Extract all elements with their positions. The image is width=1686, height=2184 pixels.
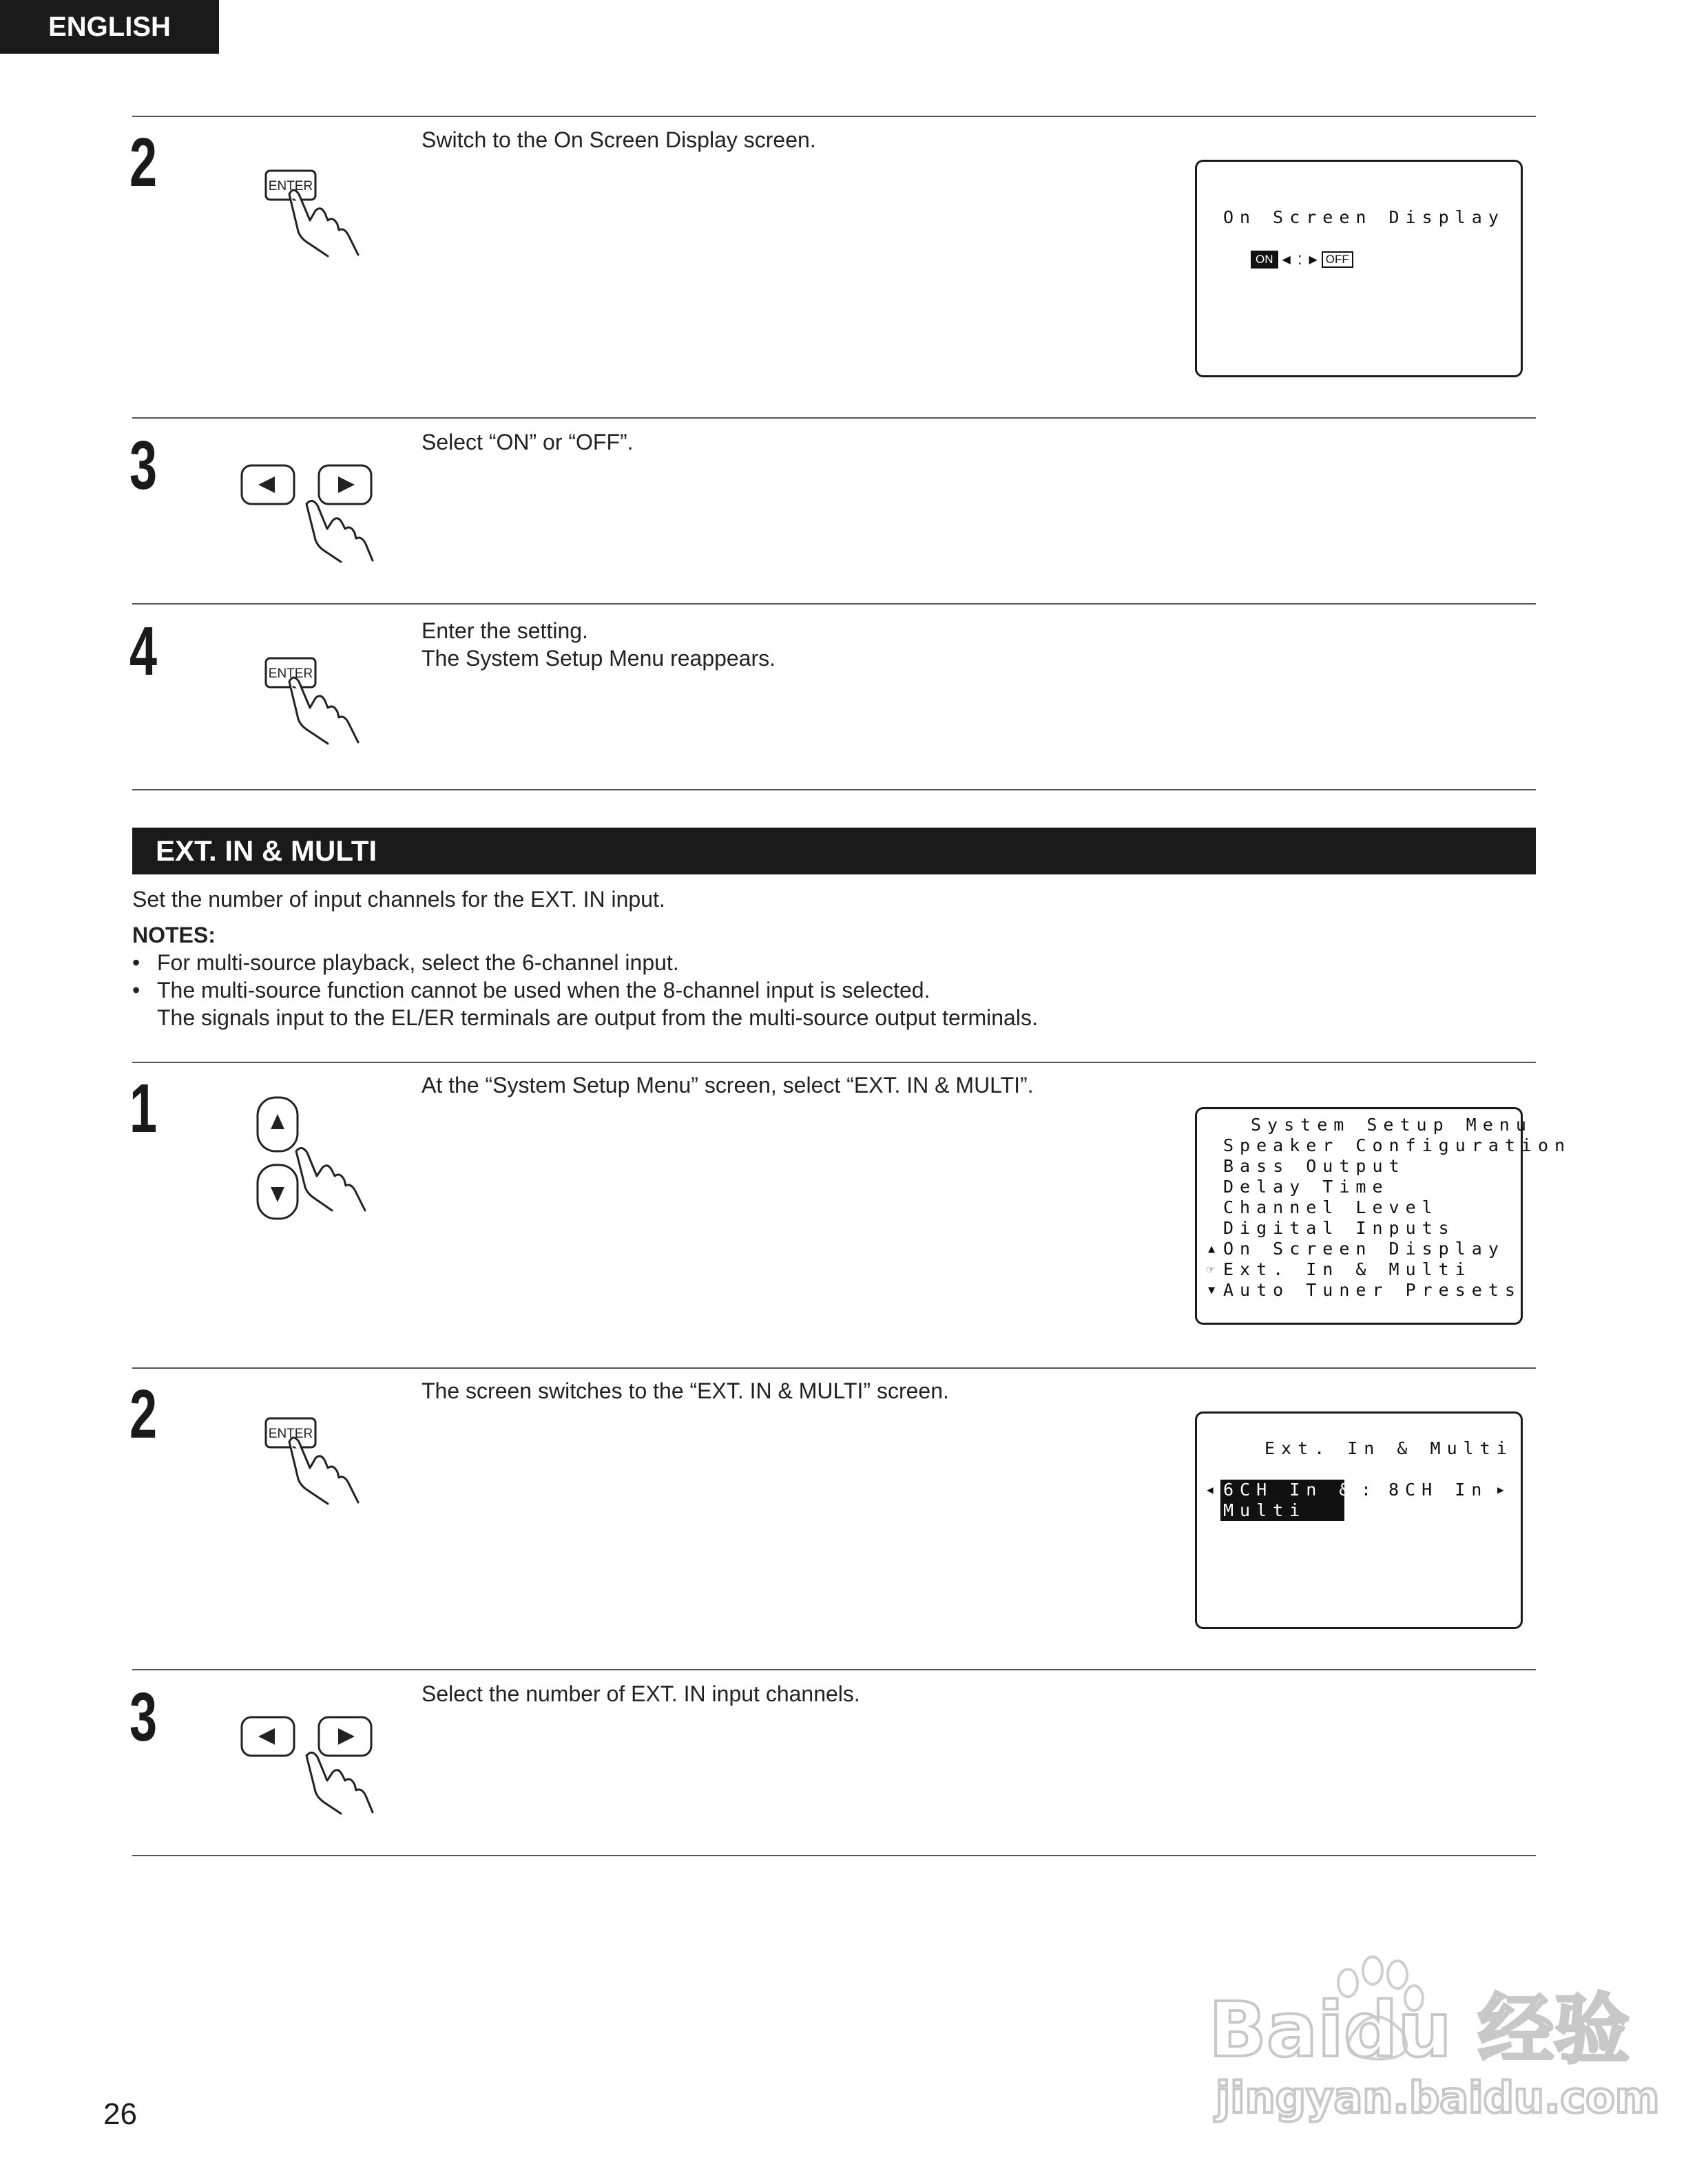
divider xyxy=(132,603,1536,605)
other-option: 8CH In xyxy=(1388,1480,1488,1500)
menu-item: Channel Level xyxy=(1223,1197,1439,1217)
divider xyxy=(132,1855,1536,1856)
divider xyxy=(132,1062,1536,1063)
step-instruction: Select “ON” or “OFF”. xyxy=(422,430,634,454)
scroll-up-icon: ▲ xyxy=(1208,1242,1216,1256)
left-arrow-icon: ◀ xyxy=(1207,1483,1214,1496)
divider xyxy=(132,417,1536,419)
notes-heading: NOTES: xyxy=(132,923,216,947)
left-right-buttons-press-icon xyxy=(238,460,375,563)
step-number: 2 xyxy=(129,124,158,201)
language-tab: ENGLISH xyxy=(0,0,219,54)
step-number: 3 xyxy=(129,1679,158,1756)
divider xyxy=(132,1367,1536,1369)
step-instruction: Switch to the On Screen Display screen. xyxy=(422,127,816,152)
enter-button-press-icon xyxy=(262,1413,365,1509)
step-instruction: Select the number of EXT. IN input channels. xyxy=(422,1681,860,1706)
step-instruction: The screen switches to the “EXT. IN & MULTI” screen. xyxy=(422,1378,949,1403)
menu-item: Delay Time xyxy=(1223,1177,1389,1197)
osd-title: On Screen Display xyxy=(1223,207,1505,227)
step-number: 4 xyxy=(129,613,158,690)
menu-item: Digital Inputs xyxy=(1223,1218,1455,1238)
watermark-brand: Baidu 经验 xyxy=(1209,1986,1630,2074)
on-off-selector xyxy=(1251,250,1353,269)
on-screen-display-screen xyxy=(1195,160,1523,377)
menu-title: System Setup Menu xyxy=(1251,1115,1532,1135)
section-header: EXT. IN & MULTI xyxy=(132,828,1536,874)
step-number: 3 xyxy=(129,427,158,504)
selected-option-line1: 6CH In & xyxy=(1223,1480,1356,1500)
svg-text:ENTER: ENTER xyxy=(268,666,313,681)
menu-item: Bass Output xyxy=(1223,1156,1406,1176)
section-intro: Set the number of input channels for the EXT. IN input. xyxy=(132,887,665,912)
baidu-watermark xyxy=(1195,1935,1660,2128)
separator: : xyxy=(1361,1480,1378,1500)
off-option: OFF xyxy=(1322,251,1353,268)
right-arrow-icon: ▶ xyxy=(1497,1483,1504,1496)
up-down-buttons-press-icon xyxy=(248,1093,372,1224)
svg-text:ENTER: ENTER xyxy=(268,179,313,193)
step-instruction: Enter the setting. xyxy=(422,618,588,643)
scroll-down-icon: ▼ xyxy=(1208,1283,1216,1297)
left-arrow-icon: ◀ xyxy=(1282,254,1291,266)
page-number: 26 xyxy=(103,2097,137,2131)
left-right-buttons-press-icon xyxy=(238,1712,375,1815)
divider xyxy=(132,1669,1536,1670)
selected-option-highlight xyxy=(1220,1480,1356,1521)
menu-item: Auto Tuner Presets xyxy=(1223,1280,1521,1300)
right-arrow-icon: ▶ xyxy=(1309,254,1318,266)
note-continued: The signals input to the EL/ER terminals are output from the multi-source output terminals. xyxy=(157,1005,1038,1030)
step-instruction: At the “System Setup Menu” screen, select “EXT. IN & MULTI”. xyxy=(422,1073,1034,1098)
note-item: • For multi-source playback, select the 6-channel input. xyxy=(132,950,679,975)
enter-button-press-icon xyxy=(262,165,365,262)
divider xyxy=(132,116,1536,117)
watermark-url: jingyan.baidu.com xyxy=(1216,2072,1660,2123)
separator: : xyxy=(1297,250,1302,269)
svg-text:ENTER: ENTER xyxy=(268,1427,313,1441)
step-number: 2 xyxy=(129,1376,158,1453)
selected-option-line2: Multi xyxy=(1223,1500,1307,1520)
menu-item: Speaker Configuration xyxy=(1223,1135,1572,1155)
enter-button-press-icon xyxy=(262,653,365,749)
system-setup-menu-screen xyxy=(1195,1107,1572,1325)
menu-item-selected: Ext. In & Multi xyxy=(1223,1259,1472,1279)
step-instruction: The System Setup Menu reappears. xyxy=(422,646,776,671)
ext-in-multi-screen xyxy=(1195,1411,1523,1629)
step-number: 1 xyxy=(129,1070,158,1147)
pointing-hand-cursor-icon: ☞ xyxy=(1207,1262,1215,1277)
note-item: • The multi-source function cannot be used when the 8-channel input is selected. xyxy=(132,978,930,1002)
divider xyxy=(132,789,1536,790)
screen-title: Ext. In & Multi xyxy=(1264,1438,1513,1458)
menu-item: On Screen Display xyxy=(1223,1239,1505,1259)
on-option: ON xyxy=(1251,251,1278,269)
